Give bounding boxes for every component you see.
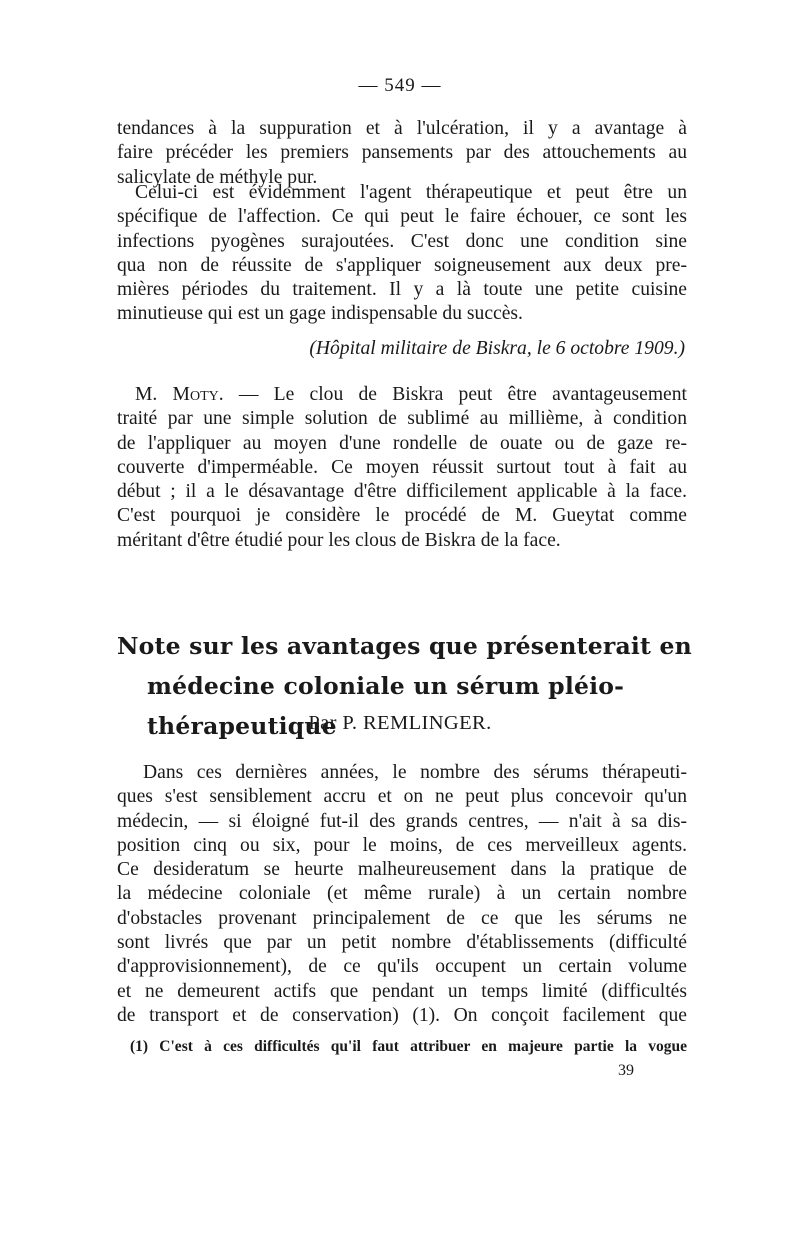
text-line: de transport et de conservation) (1). On conçoit facilement que <box>117 1004 687 1026</box>
page-number: — 549 — <box>358 75 442 96</box>
text-line: Dans ces dernières années, le nombre des sérums thérapeuti- <box>143 762 687 783</box>
author-byline: Par P. REMLINGER. <box>308 712 492 734</box>
text-line: traité par une simple solution de sublimé au millième, à condition <box>117 408 687 430</box>
text-line: spécifique de l'affection. Ce qui peut le faire échouer, ce sont les <box>117 206 687 228</box>
printer-signature-mark: 39 <box>618 1062 634 1079</box>
text-line: couverte d'imperméable. Ce moyen réussit surtout tout à fait au <box>117 456 687 478</box>
heading-line: médecine coloniale un sérum pléio-thérapeutique <box>147 672 625 740</box>
text-line: la médecine coloniale (et même rurale) à un certain nombre <box>117 883 687 905</box>
text-line: début ; il a le désavantage d'être difficilement applicable à la face. <box>117 481 687 503</box>
text-line: Ce desideratum se heurte malheureusement dans la pratique de <box>117 859 687 881</box>
author-name: M. Moty. <box>135 384 224 405</box>
paragraph-celui-ci <box>117 181 687 327</box>
text-fragment: — Le clou de Biskra peut être avantageusement <box>223 384 687 405</box>
paragraph-moty <box>117 383 687 553</box>
text-line: infections pyogènes surajoutées. C'est donc une condition sine <box>117 230 687 252</box>
text-line: ques s'est sensiblement accru et on ne peut plus concevoir qu'un <box>117 786 687 808</box>
text-line: faire précéder les premiers pansements par des attouchements au <box>117 142 687 164</box>
text-line: médecin, — si éloigné fut-il des grands centres, — n'ait à sa dis- <box>117 810 687 832</box>
paragraph-continuation <box>117 117 687 190</box>
paragraph-body <box>117 761 687 1028</box>
text-line: méritant d'être étudié pour les clous de Biskra de la face. <box>117 529 561 551</box>
place-date-signature: (Hôpital militaire de Biskra, le 6 octobre 1909.) <box>309 338 685 359</box>
text-line: tendances à la suppuration et à l'ulcération, il y a avantage à <box>117 118 687 139</box>
text-line: position cinq ou six, pour le moins, de ces merveilleux agents. <box>117 834 687 856</box>
text-line: sont livrés que par un petit nombre d'établissements (difficulté <box>117 932 687 954</box>
text-line: minutieuse qui est un gage indispensable du succès. <box>117 303 523 325</box>
text-line: mières périodes du traitement. Il y a là toute une petite cuisine <box>117 279 687 301</box>
text-line: qua non de réussite de s'appliquer soigneusement aux deux pre- <box>117 254 687 276</box>
text-line: d'approvisionnement), de ce qu'ils occupent un certain volume <box>117 956 687 978</box>
footnote: (1) C'est à ces difficultés qu'il faut attribuer en majeure partie la vogue <box>130 1038 687 1055</box>
text-line: d'obstacles provenant principalement de ce que les sérums ne <box>117 907 687 929</box>
text-line: C'est pourquoi je considère le procédé de M. Gueytat comme <box>117 505 687 527</box>
text-line <box>117 383 687 407</box>
text-line: salicylate de méthyle pur. <box>117 166 318 188</box>
text-line: Celui-ci est évidemment l'agent thérapeutique et peut être un <box>135 182 687 203</box>
text-line: et ne demeurent actifs que pendant un temps limité (difficultés <box>117 980 687 1002</box>
heading-line: Note sur les avantages que présenterait en <box>117 632 692 660</box>
text-line: de l'appliquer au moyen d'une rondelle de ouate ou de gaze re- <box>117 432 687 454</box>
